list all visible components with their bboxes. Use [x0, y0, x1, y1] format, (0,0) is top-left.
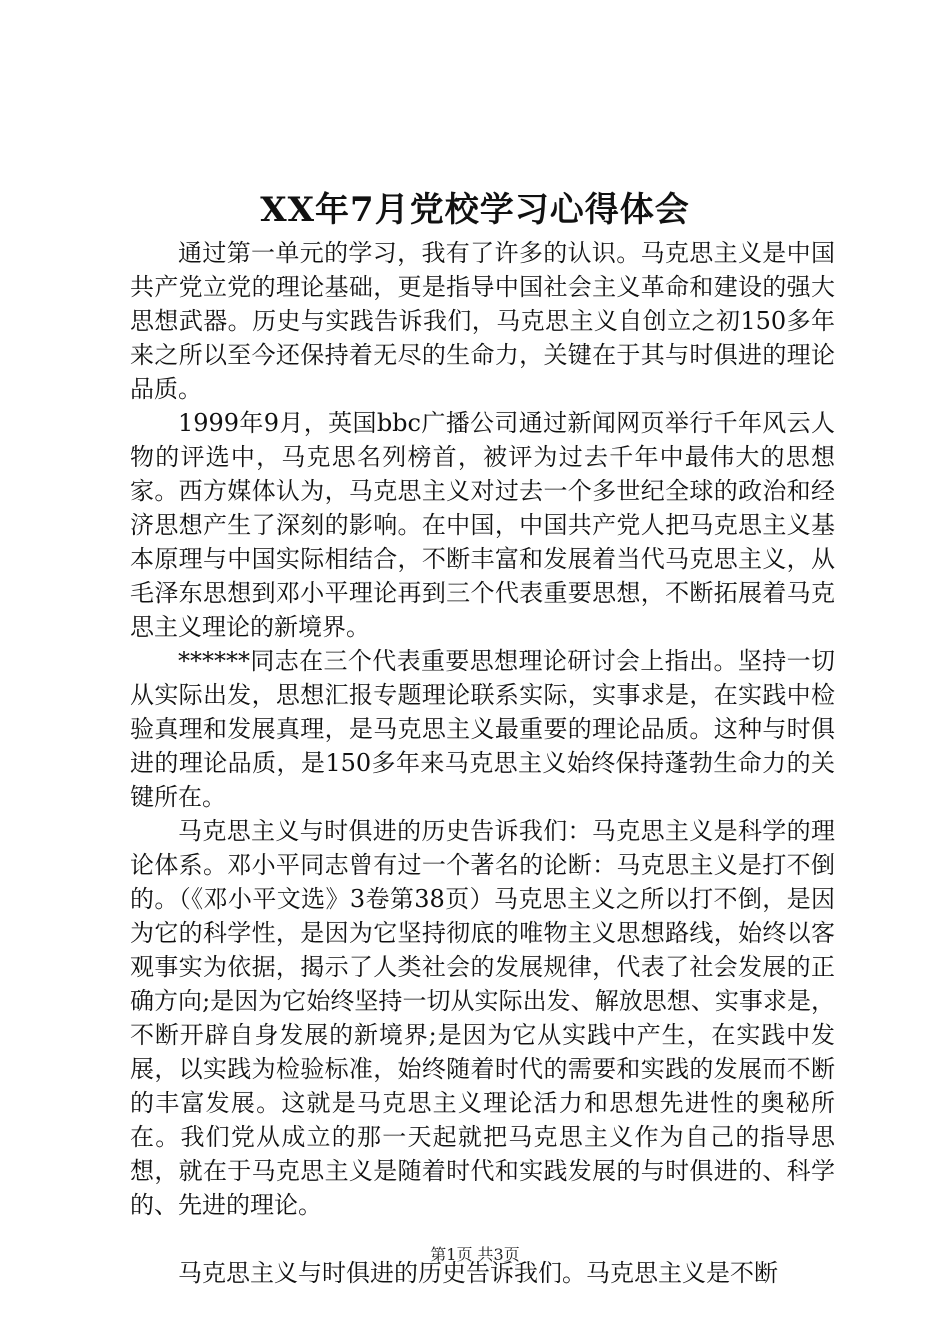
document-title: XX年7月党校学习心得体会: [260, 190, 690, 230]
paragraph-5: 马克思主义与时俱进的历史告诉我们。马克思主义是不断: [178, 1259, 778, 1287]
page-number-footer: 第1页 共3页: [430, 1245, 520, 1264]
paragraph-1: 通过第一单元的学习，我有了许多的认识。马克思主义是中国共产党立党的理论基础，更是指导中国社会主义革命和建设的强大思想武器。历史与实践告诉我们，马克思主义自创立之初150多年来之所以至今还保持着无尽的生命力，关键在于其与时俱进的理论品质。: [130, 239, 835, 403]
paragraph-2: 1999年9月，英国bbc广播公司通过新闻网页举行千年风云人物的评选中，马克思名列榜首，被评为过去千年中最伟大的思想家。西方媒体认为，马克思主义对过去一个多世纪全球的政治和经济思想产生了深刻的影响。在中国，中国共产党人把马克思主义基本原理与中国实际相结合，不断丰富和发展着当代马克思主义，从毛泽东思想到邓小平理论再到三个代表重要思想，不断拓展着马克思主义理论的新境界。: [130, 409, 835, 641]
document-body: [130, 236, 835, 1290]
paragraph-3: ******同志在三个代表重要思想理论研讨会上指出。坚持一切从实际出发，思想汇报专题理论联系实际，实事求是，在实践中检验真理和发展真理，是马克思主义最重要的理论品质。这种与时俱进的理论品质，是150多年来马克思主义始终保持蓬勃生命力的关键所在。: [130, 647, 835, 811]
paragraph-4: 马克思主义与时俱进的历史告诉我们：马克思主义是科学的理论体系。邓小平同志曾有过一个著名的论断：马克思主义是打不倒的。（《邓小平文选》3卷第38页）马克思主义之所以打不倒，是因为它的科学性，是因为它坚持彻底的唯物主义思想路线，始终以客观事实为依据，揭示了人类社会的发展规律，代表了社会发展的正确方向;是因为它始终坚持一切从实际出发、解放思想、实事求是，不断开辟自身发展的新境界;是因为它从实践中产生，在实践中发展，以实践为检验标准，始终随着时代的需要和实践的发展而不断的丰富发展。这就是马克思主义理论活力和思想先进性的奥秘所在。我们党从成立的那一天起就把马克思主义作为自己的指导思想，就在于马克思主义是随着时代和实践发展的与时俱进的、科学的、先进的理论。: [130, 817, 835, 1219]
